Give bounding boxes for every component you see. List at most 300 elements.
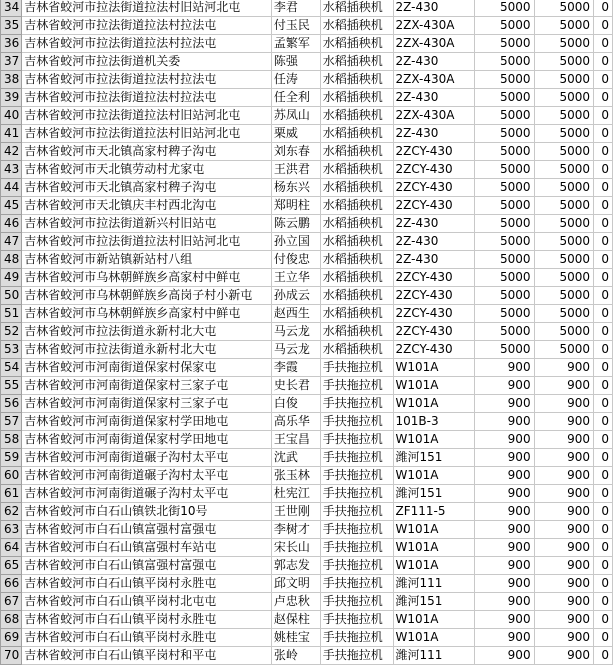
subsidy-cell[interactable]: 5000: [534, 251, 593, 269]
machine-type-cell[interactable]: 手扶拖拉机: [320, 503, 393, 521]
balance-cell[interactable]: 0: [594, 89, 613, 107]
row-number[interactable]: 52: [1, 323, 22, 341]
machine-type-cell[interactable]: 水稻插秧机: [320, 305, 393, 323]
address-cell[interactable]: 吉林省蛟河市拉法街道机关委: [22, 53, 272, 71]
owner-name-cell[interactable]: 任涛: [271, 71, 320, 89]
amount-cell[interactable]: 5000: [475, 305, 534, 323]
row-number[interactable]: 34: [1, 0, 22, 17]
model-cell[interactable]: 2ZX-430A: [393, 71, 475, 89]
owner-name-cell[interactable]: 沈武: [271, 449, 320, 467]
machine-type-cell[interactable]: 水稻插秧机: [320, 0, 393, 17]
model-cell[interactable]: W101A: [393, 359, 475, 377]
balance-cell[interactable]: 0: [594, 35, 613, 53]
address-cell[interactable]: 吉林省蛟河市拉法街道拉法村旧站河北屯: [22, 233, 272, 251]
machine-type-cell[interactable]: 手扶拖拉机: [320, 593, 393, 611]
amount-cell[interactable]: 5000: [475, 0, 534, 17]
subsidy-cell[interactable]: 5000: [534, 53, 593, 71]
subsidy-cell[interactable]: 5000: [534, 125, 593, 143]
address-cell[interactable]: 吉林省蛟河市河南街道碾子沟村太平屯: [22, 467, 272, 485]
owner-name-cell[interactable]: 付玉民: [271, 17, 320, 35]
model-cell[interactable]: W101A: [393, 629, 475, 647]
address-cell[interactable]: 吉林省蛟河市白石山镇平岗村永胜屯: [22, 629, 272, 647]
row-number[interactable]: 64: [1, 539, 22, 557]
balance-cell[interactable]: 0: [594, 593, 613, 611]
subsidy-cell[interactable]: 5000: [534, 305, 593, 323]
model-cell[interactable]: 2ZX-430A: [393, 17, 475, 35]
balance-cell[interactable]: 0: [594, 647, 613, 665]
machine-type-cell[interactable]: 手扶拖拉机: [320, 449, 393, 467]
model-cell[interactable]: ZF111-5: [393, 503, 475, 521]
address-cell[interactable]: 吉林省蛟河市河南街道保家村保家屯: [22, 359, 272, 377]
row-number[interactable]: 60: [1, 467, 22, 485]
subsidy-cell[interactable]: 900: [534, 377, 593, 395]
amount-cell[interactable]: 900: [475, 395, 534, 413]
subsidy-cell[interactable]: 5000: [534, 215, 593, 233]
row-number[interactable]: 37: [1, 53, 22, 71]
address-cell[interactable]: 吉林省蛟河市白石山镇平岗村永胜屯: [22, 611, 272, 629]
balance-cell[interactable]: 0: [594, 233, 613, 251]
owner-name-cell[interactable]: 孙成云: [271, 287, 320, 305]
subsidy-cell[interactable]: 5000: [534, 89, 593, 107]
owner-name-cell[interactable]: 付俊忠: [271, 251, 320, 269]
owner-name-cell[interactable]: 苏凤山: [271, 107, 320, 125]
balance-cell[interactable]: 0: [594, 323, 613, 341]
subsidy-cell[interactable]: 5000: [534, 35, 593, 53]
balance-cell[interactable]: 0: [594, 485, 613, 503]
owner-name-cell[interactable]: 卢忠秋: [271, 593, 320, 611]
owner-name-cell[interactable]: 孟繁军: [271, 35, 320, 53]
machine-type-cell[interactable]: 手扶拖拉机: [320, 629, 393, 647]
address-cell[interactable]: 吉林省蛟河市乌林朝鲜族乡高家村中鲜屯: [22, 269, 272, 287]
owner-name-cell[interactable]: 孙立国: [271, 233, 320, 251]
subsidy-cell[interactable]: 900: [534, 503, 593, 521]
model-cell[interactable]: 潍河111: [393, 647, 475, 665]
address-cell[interactable]: 吉林省蛟河市拉法街道拉法村拉法屯: [22, 71, 272, 89]
model-cell[interactable]: 2Z-430: [393, 89, 475, 107]
model-cell[interactable]: W101A: [393, 377, 475, 395]
subsidy-cell[interactable]: 900: [534, 647, 593, 665]
balance-cell[interactable]: 0: [594, 287, 613, 305]
model-cell[interactable]: W101A: [393, 521, 475, 539]
machine-type-cell[interactable]: 水稻插秧机: [320, 323, 393, 341]
amount-cell[interactable]: 5000: [475, 89, 534, 107]
balance-cell[interactable]: 0: [594, 503, 613, 521]
row-number[interactable]: 36: [1, 35, 22, 53]
machine-type-cell[interactable]: 手扶拖拉机: [320, 539, 393, 557]
model-cell[interactable]: W101A: [393, 431, 475, 449]
amount-cell[interactable]: 5000: [475, 323, 534, 341]
amount-cell[interactable]: 900: [475, 593, 534, 611]
row-number[interactable]: 65: [1, 557, 22, 575]
address-cell[interactable]: 吉林省蛟河市白石山镇平岗村北屯屯: [22, 593, 272, 611]
balance-cell[interactable]: 0: [594, 557, 613, 575]
model-cell[interactable]: 2ZCY-430: [393, 305, 475, 323]
balance-cell[interactable]: 0: [594, 53, 613, 71]
machine-type-cell[interactable]: 水稻插秧机: [320, 179, 393, 197]
owner-name-cell[interactable]: 赵西生: [271, 305, 320, 323]
balance-cell[interactable]: 0: [594, 341, 613, 359]
model-cell[interactable]: 潍河111: [393, 575, 475, 593]
address-cell[interactable]: 吉林省蛟河市拉法街道永新村北大屯: [22, 323, 272, 341]
model-cell[interactable]: 2ZCY-430: [393, 161, 475, 179]
owner-name-cell[interactable]: 杜宪江: [271, 485, 320, 503]
address-cell[interactable]: 吉林省蛟河市天北镇高家村稗子沟屯: [22, 143, 272, 161]
address-cell[interactable]: 吉林省蛟河市天北镇劳动村尤家屯: [22, 161, 272, 179]
machine-type-cell[interactable]: 水稻插秧机: [320, 89, 393, 107]
row-number[interactable]: 56: [1, 395, 22, 413]
amount-cell[interactable]: 5000: [475, 233, 534, 251]
amount-cell[interactable]: 900: [475, 575, 534, 593]
amount-cell[interactable]: 900: [475, 557, 534, 575]
amount-cell[interactable]: 900: [475, 377, 534, 395]
amount-cell[interactable]: 900: [475, 467, 534, 485]
owner-name-cell[interactable]: 邱文明: [271, 575, 320, 593]
address-cell[interactable]: 吉林省蛟河市白石山镇富强村车站屯: [22, 539, 272, 557]
address-cell[interactable]: 吉林省蛟河市河南街道保家村三家子屯: [22, 395, 272, 413]
model-cell[interactable]: 潍河151: [393, 593, 475, 611]
model-cell[interactable]: 2Z-430: [393, 125, 475, 143]
machine-type-cell[interactable]: 水稻插秧机: [320, 251, 393, 269]
subsidy-cell[interactable]: 900: [534, 557, 593, 575]
machine-type-cell[interactable]: 手扶拖拉机: [320, 395, 393, 413]
row-number[interactable]: 48: [1, 251, 22, 269]
row-number[interactable]: 38: [1, 71, 22, 89]
balance-cell[interactable]: 0: [594, 305, 613, 323]
machine-type-cell[interactable]: 水稻插秧机: [320, 287, 393, 305]
owner-name-cell[interactable]: 刘东春: [271, 143, 320, 161]
balance-cell[interactable]: 0: [594, 611, 613, 629]
row-number[interactable]: 40: [1, 107, 22, 125]
row-number[interactable]: 44: [1, 179, 22, 197]
model-cell[interactable]: 2ZCY-430: [393, 179, 475, 197]
owner-name-cell[interactable]: 张玉林: [271, 467, 320, 485]
balance-cell[interactable]: 0: [594, 431, 613, 449]
subsidy-cell[interactable]: 900: [534, 413, 593, 431]
machine-type-cell[interactable]: 水稻插秧机: [320, 107, 393, 125]
row-number[interactable]: 66: [1, 575, 22, 593]
machine-type-cell[interactable]: 手扶拖拉机: [320, 413, 393, 431]
amount-cell[interactable]: 5000: [475, 71, 534, 89]
address-cell[interactable]: 吉林省蛟河市河南街道碾子沟村太平屯: [22, 485, 272, 503]
machine-type-cell[interactable]: 水稻插秧机: [320, 161, 393, 179]
address-cell[interactable]: 吉林省蛟河市白石山镇铁北街10号: [22, 503, 272, 521]
row-number[interactable]: 69: [1, 629, 22, 647]
machine-type-cell[interactable]: 水稻插秧机: [320, 197, 393, 215]
balance-cell[interactable]: 0: [594, 161, 613, 179]
owner-name-cell[interactable]: 栗威: [271, 125, 320, 143]
address-cell[interactable]: 吉林省蛟河市白石山镇富强村富强屯: [22, 521, 272, 539]
row-number[interactable]: 59: [1, 449, 22, 467]
machine-type-cell[interactable]: 水稻插秧机: [320, 143, 393, 161]
owner-name-cell[interactable]: 王洪君: [271, 161, 320, 179]
address-cell[interactable]: 吉林省蛟河市白石山镇平岗村永胜屯: [22, 575, 272, 593]
row-number[interactable]: 41: [1, 125, 22, 143]
subsidy-cell[interactable]: 900: [534, 521, 593, 539]
address-cell[interactable]: 吉林省蛟河市拉法街道拉法村拉法屯: [22, 17, 272, 35]
address-cell[interactable]: 吉林省蛟河市新站镇新站村八组: [22, 251, 272, 269]
model-cell[interactable]: 2ZCY-430: [393, 323, 475, 341]
address-cell[interactable]: 吉林省蛟河市河南街道保家村三家子屯: [22, 377, 272, 395]
machine-type-cell[interactable]: 水稻插秧机: [320, 233, 393, 251]
row-number[interactable]: 43: [1, 161, 22, 179]
machine-type-cell[interactable]: 手扶拖拉机: [320, 485, 393, 503]
owner-name-cell[interactable]: 李君: [271, 0, 320, 17]
owner-name-cell[interactable]: 赵保柱: [271, 611, 320, 629]
balance-cell[interactable]: 0: [594, 413, 613, 431]
machine-type-cell[interactable]: 水稻插秧机: [320, 35, 393, 53]
subsidy-cell[interactable]: 5000: [534, 161, 593, 179]
subsidy-cell[interactable]: 5000: [534, 0, 593, 17]
subsidy-cell[interactable]: 900: [534, 575, 593, 593]
balance-cell[interactable]: 0: [594, 521, 613, 539]
amount-cell[interactable]: 900: [475, 539, 534, 557]
model-cell[interactable]: 2ZCY-430: [393, 197, 475, 215]
machine-type-cell[interactable]: 手扶拖拉机: [320, 377, 393, 395]
balance-cell[interactable]: 0: [594, 107, 613, 125]
address-cell[interactable]: 吉林省蛟河市白石山镇富强村富强屯: [22, 557, 272, 575]
subsidy-cell[interactable]: 900: [534, 593, 593, 611]
row-number[interactable]: 68: [1, 611, 22, 629]
owner-name-cell[interactable]: 陈强: [271, 53, 320, 71]
subsidy-cell[interactable]: 900: [534, 449, 593, 467]
owner-name-cell[interactable]: 李树才: [271, 521, 320, 539]
model-cell[interactable]: 2ZCY-430: [393, 341, 475, 359]
model-cell[interactable]: 潍河151: [393, 485, 475, 503]
address-cell[interactable]: 吉林省蛟河市白石山镇平岗村和平屯: [22, 647, 272, 665]
balance-cell[interactable]: 0: [594, 251, 613, 269]
amount-cell[interactable]: 5000: [475, 125, 534, 143]
subsidy-cell[interactable]: 900: [534, 467, 593, 485]
address-cell[interactable]: 吉林省蛟河市拉法街道拉法村旧站河北屯: [22, 0, 272, 17]
subsidy-cell[interactable]: 5000: [534, 341, 593, 359]
model-cell[interactable]: W101A: [393, 557, 475, 575]
amount-cell[interactable]: 5000: [475, 143, 534, 161]
owner-name-cell[interactable]: 马云龙: [271, 341, 320, 359]
address-cell[interactable]: 吉林省蛟河市拉法街道拉法村旧站河北屯: [22, 125, 272, 143]
amount-cell[interactable]: 900: [475, 431, 534, 449]
subsidy-cell[interactable]: 5000: [534, 197, 593, 215]
table-row: [1, 341, 613, 359]
balance-cell[interactable]: 0: [594, 467, 613, 485]
machine-type-cell[interactable]: 手扶拖拉机: [320, 467, 393, 485]
machine-type-cell[interactable]: 手扶拖拉机: [320, 359, 393, 377]
subsidy-cell[interactable]: 900: [534, 395, 593, 413]
balance-cell[interactable]: 0: [594, 395, 613, 413]
subsidy-cell[interactable]: 5000: [534, 107, 593, 125]
amount-cell[interactable]: 900: [475, 503, 534, 521]
amount-cell[interactable]: 900: [475, 647, 534, 665]
balance-cell[interactable]: 0: [594, 0, 613, 17]
model-cell[interactable]: 2Z-430: [393, 53, 475, 71]
amount-cell[interactable]: 5000: [475, 161, 534, 179]
owner-name-cell[interactable]: 杨东兴: [271, 179, 320, 197]
model-cell[interactable]: 2ZX-430A: [393, 35, 475, 53]
owner-name-cell[interactable]: 姚桂宝: [271, 629, 320, 647]
machine-type-cell[interactable]: 水稻插秧机: [320, 269, 393, 287]
machine-type-cell[interactable]: 手扶拖拉机: [320, 521, 393, 539]
row-number[interactable]: 67: [1, 593, 22, 611]
machine-type-cell[interactable]: 水稻插秧机: [320, 17, 393, 35]
model-cell[interactable]: 2Z-430: [393, 251, 475, 269]
owner-name-cell[interactable]: 王世刚: [271, 503, 320, 521]
model-cell[interactable]: 2ZX-430A: [393, 107, 475, 125]
amount-cell[interactable]: 5000: [475, 269, 534, 287]
row-number[interactable]: 47: [1, 233, 22, 251]
machine-type-cell[interactable]: 水稻插秧机: [320, 341, 393, 359]
row-number[interactable]: 55: [1, 377, 22, 395]
address-cell[interactable]: 吉林省蛟河市乌林朝鲜族乡高家村中鲜屯: [22, 305, 272, 323]
subsidy-cell[interactable]: 900: [534, 359, 593, 377]
amount-cell[interactable]: 5000: [475, 17, 534, 35]
model-cell[interactable]: 潍河151: [393, 449, 475, 467]
owner-name-cell[interactable]: 宋长山: [271, 539, 320, 557]
subsidy-cell[interactable]: 5000: [534, 233, 593, 251]
owner-name-cell[interactable]: 陈云鹏: [271, 215, 320, 233]
machine-type-cell[interactable]: 水稻插秧机: [320, 215, 393, 233]
subsidy-cell[interactable]: 900: [534, 485, 593, 503]
address-cell[interactable]: 吉林省蛟河市拉法街道拉法村旧站河北屯: [22, 107, 272, 125]
balance-cell[interactable]: 0: [594, 17, 613, 35]
amount-cell[interactable]: 5000: [475, 215, 534, 233]
balance-cell[interactable]: 0: [594, 179, 613, 197]
address-cell[interactable]: 吉林省蛟河市河南街道碾子沟村太平屯: [22, 449, 272, 467]
owner-name-cell[interactable]: 高乐华: [271, 413, 320, 431]
owner-name-cell[interactable]: 白俊: [271, 395, 320, 413]
model-cell[interactable]: W101A: [393, 539, 475, 557]
address-cell[interactable]: 吉林省蛟河市拉法街道永新村北大屯: [22, 341, 272, 359]
address-cell[interactable]: 吉林省蛟河市河南街道保家村学田地屯: [22, 413, 272, 431]
row-number[interactable]: 62: [1, 503, 22, 521]
subsidy-cell[interactable]: 900: [534, 431, 593, 449]
model-cell[interactable]: 2ZCY-430: [393, 269, 475, 287]
row-number[interactable]: 46: [1, 215, 22, 233]
subsidy-cell[interactable]: 5000: [534, 287, 593, 305]
model-cell[interactable]: 2ZCY-430: [393, 287, 475, 305]
amount-cell[interactable]: 5000: [475, 53, 534, 71]
owner-name-cell[interactable]: 王宝昌: [271, 431, 320, 449]
balance-cell[interactable]: 0: [594, 269, 613, 287]
row-number[interactable]: 45: [1, 197, 22, 215]
table-row: [1, 575, 613, 593]
amount-cell[interactable]: 900: [475, 359, 534, 377]
amount-cell[interactable]: 900: [475, 485, 534, 503]
owner-name-cell[interactable]: 马云龙: [271, 323, 320, 341]
address-cell[interactable]: 吉林省蛟河市拉法街道拉法村拉法屯: [22, 89, 272, 107]
balance-cell[interactable]: 0: [594, 539, 613, 557]
table-row: [1, 107, 613, 125]
subsidy-cell[interactable]: 5000: [534, 323, 593, 341]
model-cell[interactable]: 2Z-430: [393, 0, 475, 17]
model-cell[interactable]: W101A: [393, 467, 475, 485]
amount-cell[interactable]: 5000: [475, 107, 534, 125]
amount-cell[interactable]: 900: [475, 521, 534, 539]
row-number[interactable]: 70: [1, 647, 22, 665]
machine-type-cell[interactable]: 手扶拖拉机: [320, 611, 393, 629]
row-number[interactable]: 51: [1, 305, 22, 323]
balance-cell[interactable]: 0: [594, 629, 613, 647]
address-cell[interactable]: 吉林省蛟河市拉法街道拉法村拉法屯: [22, 35, 272, 53]
owner-name-cell[interactable]: 张岭: [271, 647, 320, 665]
machine-type-cell[interactable]: 水稻插秧机: [320, 53, 393, 71]
model-cell[interactable]: W101A: [393, 611, 475, 629]
balance-cell[interactable]: 0: [594, 359, 613, 377]
balance-cell[interactable]: 0: [594, 575, 613, 593]
row-number[interactable]: 61: [1, 485, 22, 503]
amount-cell[interactable]: 5000: [475, 251, 534, 269]
row-number[interactable]: 50: [1, 287, 22, 305]
subsidy-cell[interactable]: 900: [534, 629, 593, 647]
address-cell[interactable]: 吉林省蛟河市天北镇庆丰村西北沟屯: [22, 197, 272, 215]
address-cell[interactable]: 吉林省蛟河市乌林朝鲜族乡高岗子村小新屯: [22, 287, 272, 305]
row-number[interactable]: 63: [1, 521, 22, 539]
balance-cell[interactable]: 0: [594, 143, 613, 161]
amount-cell[interactable]: 5000: [475, 35, 534, 53]
subsidy-cell[interactable]: 5000: [534, 179, 593, 197]
address-cell[interactable]: 吉林省蛟河市河南街道保家村学田地屯: [22, 431, 272, 449]
amount-cell[interactable]: 5000: [475, 179, 534, 197]
model-cell[interactable]: 2Z-430: [393, 233, 475, 251]
table-row: [1, 197, 613, 215]
owner-name-cell[interactable]: 郭志发: [271, 557, 320, 575]
model-cell[interactable]: 2ZCY-430: [393, 143, 475, 161]
amount-cell[interactable]: 5000: [475, 287, 534, 305]
balance-cell[interactable]: 0: [594, 197, 613, 215]
model-cell[interactable]: 2Z-430: [393, 215, 475, 233]
amount-cell[interactable]: 900: [475, 449, 534, 467]
owner-name-cell[interactable]: 任全利: [271, 89, 320, 107]
balance-cell[interactable]: 0: [594, 215, 613, 233]
row-number[interactable]: 54: [1, 359, 22, 377]
subsidy-cell[interactable]: 900: [534, 611, 593, 629]
balance-cell[interactable]: 0: [594, 125, 613, 143]
balance-cell[interactable]: 0: [594, 71, 613, 89]
row-number[interactable]: 35: [1, 17, 22, 35]
subsidy-cell[interactable]: 5000: [534, 269, 593, 287]
machine-type-cell[interactable]: 水稻插秧机: [320, 125, 393, 143]
subsidy-cell[interactable]: 5000: [534, 17, 593, 35]
row-number[interactable]: 57: [1, 413, 22, 431]
machine-type-cell[interactable]: 水稻插秧机: [320, 71, 393, 89]
row-number[interactable]: 58: [1, 431, 22, 449]
subsidy-cell[interactable]: 900: [534, 539, 593, 557]
amount-cell[interactable]: 900: [475, 413, 534, 431]
balance-cell[interactable]: 0: [594, 377, 613, 395]
owner-name-cell[interactable]: 李霞: [271, 359, 320, 377]
balance-cell[interactable]: 0: [594, 449, 613, 467]
subsidy-cell[interactable]: 5000: [534, 71, 593, 89]
amount-cell[interactable]: 900: [475, 611, 534, 629]
row-number[interactable]: 53: [1, 341, 22, 359]
subsidy-cell[interactable]: 5000: [534, 143, 593, 161]
machine-type-cell[interactable]: 手扶拖拉机: [320, 431, 393, 449]
address-cell[interactable]: 吉林省蛟河市天北镇高家村稗子沟屯: [22, 179, 272, 197]
machine-type-cell[interactable]: 手扶拖拉机: [320, 647, 393, 665]
amount-cell[interactable]: 5000: [475, 341, 534, 359]
address-cell[interactable]: 吉林省蛟河市拉法街道新兴村旧站屯: [22, 215, 272, 233]
amount-cell[interactable]: 900: [475, 629, 534, 647]
owner-name-cell[interactable]: 王立华: [271, 269, 320, 287]
row-number[interactable]: 39: [1, 89, 22, 107]
machine-type-cell[interactable]: 手扶拖拉机: [320, 575, 393, 593]
row-number[interactable]: 42: [1, 143, 22, 161]
amount-cell[interactable]: 5000: [475, 197, 534, 215]
model-cell[interactable]: 101B-3: [393, 413, 475, 431]
machine-type-cell[interactable]: 手扶拖拉机: [320, 557, 393, 575]
row-number[interactable]: 49: [1, 269, 22, 287]
owner-name-cell[interactable]: 郑明柱: [271, 197, 320, 215]
owner-name-cell[interactable]: 史长君: [271, 377, 320, 395]
model-cell[interactable]: W101A: [393, 395, 475, 413]
